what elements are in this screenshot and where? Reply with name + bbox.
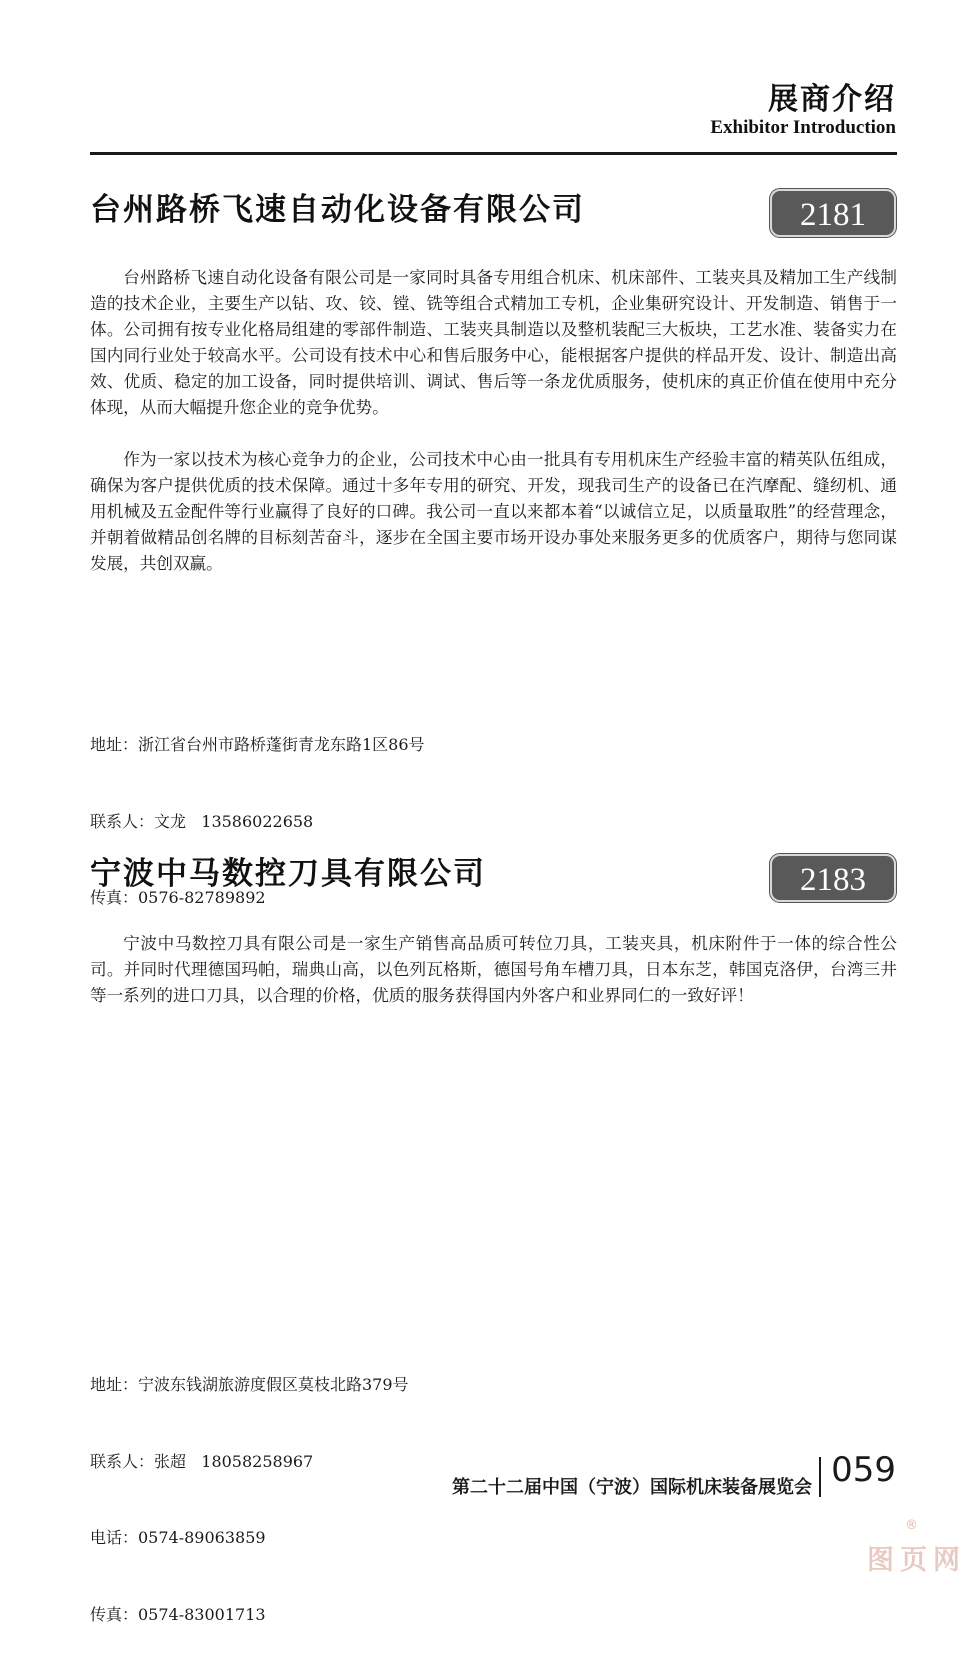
watermark-logo: 图页网 bbox=[867, 1545, 966, 1576]
contact-person-line: 联系人：文龙 13586022658 bbox=[90, 811, 314, 831]
page-number: 059 bbox=[831, 1450, 896, 1490]
company-description: 作为一家以技术为核心竞争力的企业，公司技术中心由一批具有专用机床生产经验丰富的精英队伍组成，确保为客户提供优质的技术保障。通过十多年专用的研究、开发，现我司生产的设备已在汽摩配、缝纫机、通用机械及五金配件等行业赢得了良好的口碑。我公司一直以来都本着“以诚信立足，以质量取胜”的经营理念，并朝着做精品创名牌的目标刻苦奋斗，逐步在全国主要市场开设办事处来服务更多的优质客户，期待与您同谋发展，共创双赢。 bbox=[90, 450, 897, 573]
footer-divider bbox=[819, 1457, 821, 1497]
section-title-cn: 展商介绍 bbox=[768, 82, 896, 117]
fax-line: 传真：0576-82789892 bbox=[90, 888, 266, 907]
company-description: 台州路桥飞速自动化设备有限公司是一家同时具备专用组合机床、机床部件、工装夹具及精加工生产线制造的技术企业，主要生产以钻、攻、铰、镗、铣等组合式精加工专机，企业集研究设计、开发制造、销售于一体。公司拥有按专业化格局组建的零部件制造、工装夹具制造以及整机装配三大板块，工艺水准、装备实力在国内同行业处于较高水平。公司设有技术中心和售后服务中心，能根据客户提供的样品开发、设计、制造出高效、优质、稳定的加工设备，同时提供培训、调试、售后等一条龙优质服务，使机床的真正价值在使用中充分体现，从而大幅提升您企业的竞争优势。 bbox=[90, 268, 897, 417]
address-line: 地址：浙江省台州市路桥蓬街青龙东路1区86号 bbox=[90, 735, 425, 754]
contact-person-line: 联系人：张超 18058258967 bbox=[90, 1451, 314, 1471]
phone-line: 电话：0574-89063859 bbox=[90, 1528, 266, 1547]
contact-block bbox=[90, 681, 425, 962]
address-line: 地址：宁波东钱湖旅游度假区莫枝北路379号 bbox=[90, 1375, 409, 1394]
booth-number-badge: 2181 bbox=[770, 189, 896, 237]
registered-mark: ® bbox=[905, 1518, 918, 1533]
contact-block bbox=[90, 1321, 409, 1678]
company-name: 台州路桥飞速自动化设备有限公司 bbox=[90, 192, 585, 228]
section-title-en: Exhibitor Introduction bbox=[710, 117, 896, 138]
header-divider bbox=[90, 152, 897, 155]
event-name: 第二十二届中国（宁波）国际机床装备展览会 bbox=[452, 1477, 812, 1498]
company-description: 宁波中马数控刀具有限公司是一家生产销售高品质可转位刀具，工装夹具，机床附件于一体的综合性公司。并同时代理德国玛帕，瑞典山高，以色列瓦格斯，德国号角车槽刀具，日本东芝，韩国克洛伊，台湾三井等一系列的进口刀具，以合理的价格，优质的服务获得国内外客户和业界同仁的一致好评！ bbox=[90, 934, 897, 1005]
company-name: 宁波中马数控刀具有限公司 bbox=[90, 856, 486, 892]
booth-number-badge: 2183 bbox=[770, 854, 896, 902]
fax-line: 传真：0574-83001713 bbox=[90, 1604, 266, 1624]
